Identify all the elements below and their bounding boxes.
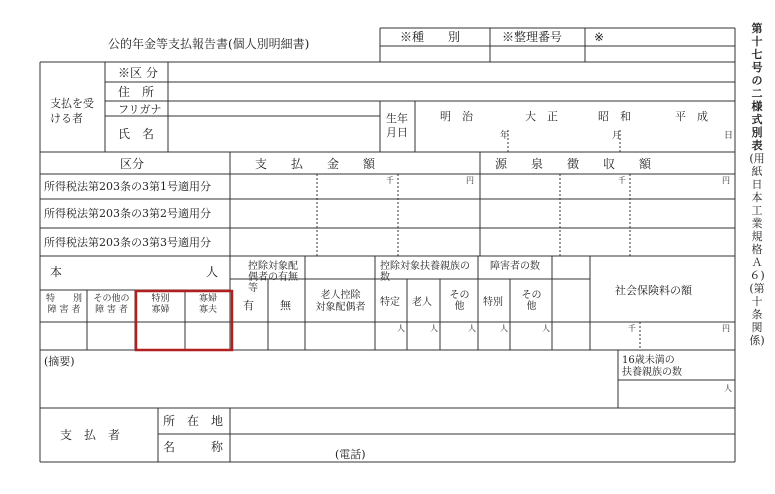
unit-person-dep-elderly: 人 — [430, 324, 438, 333]
unit-person-dep-other: 人 — [468, 324, 476, 333]
disabled-group-label: 障害者の数 — [490, 261, 540, 272]
row-label-1: 所得税法第203条の3第1号適用分 — [44, 180, 211, 193]
unit-person-dep-specific: 人 — [397, 324, 405, 333]
special-widow-label: 特別 寡婦 — [151, 294, 170, 315]
form-title: 公的年金等支払報告書(個人別明細書) — [108, 37, 310, 51]
payer-label: 支 払 者 — [60, 428, 121, 442]
dep-other-label: その 他 — [449, 290, 470, 312]
payer-name-label: 名 称 — [163, 440, 224, 454]
dis-special-label: 特別 — [483, 297, 503, 308]
dep-specific-label: 特定 — [380, 297, 400, 308]
era-showa: 昭 和 — [598, 110, 631, 123]
dependents-group-label: 控除対象扶養親族の数 — [380, 261, 470, 283]
social-insurance-label: 社会保険料の額 — [615, 284, 692, 297]
withholding-header: 源 泉 徴 収 額 — [495, 157, 652, 171]
dob-label: 生年月日 — [386, 112, 408, 139]
side-caption — [748, 22, 766, 347]
elderly-spouse-label: 老人控除 対象配偶者 — [315, 290, 366, 313]
category-label: ※区 分 — [118, 66, 158, 80]
honnin-label: 本 — [50, 265, 63, 279]
payment-header: 支 払 金 額 — [255, 157, 376, 171]
payment-yen-unit: 円 — [466, 176, 474, 185]
unit-person-dis-special: 人 — [500, 324, 508, 333]
unit-yen-social: 円 — [722, 324, 730, 333]
unit-person-dis-other: 人 — [542, 324, 550, 333]
month-unit: 月 — [612, 131, 622, 141]
era-taisho: 大 正 — [525, 110, 558, 123]
kubun-header: 区分 — [120, 157, 145, 171]
side-caption-paper-size: (用紙日本工業規格Ａ６) — [749, 152, 765, 282]
withholding-thousand-unit: 千 — [618, 176, 626, 185]
furigana-label: フリガナ — [118, 103, 162, 116]
payment-thousand-unit: 千 — [386, 176, 394, 185]
payer-phone-label: (電話) — [335, 448, 366, 461]
dis-other-label: その 他 — [521, 290, 542, 312]
ref-no-header: ※整理番号 — [502, 30, 563, 44]
era-meiji: 明 治 — [440, 110, 473, 123]
year-unit: 年 — [500, 131, 510, 141]
payer-address-label: 所 在 地 — [163, 414, 224, 428]
type-header: ※種 別 — [400, 30, 461, 44]
spouse-no-label: 無 — [280, 299, 291, 312]
address-label: 住 所 — [118, 85, 155, 99]
spouse-group-label: 控除対象配偶者の有無等 — [248, 261, 298, 294]
dep-elderly-label: 老人 — [412, 297, 432, 308]
withholding-yen-unit: 円 — [722, 176, 730, 185]
row-label-2: 所得税法第203条の3第2号適用分 — [44, 207, 211, 220]
mark-header: ※ — [594, 30, 605, 44]
unit-thousand-social: 千 — [628, 324, 636, 333]
recipient-label: 支払を受ける者 — [50, 97, 94, 125]
widow-label: 寡婦 寡夫 — [198, 294, 217, 315]
era-heisei: 平 成 — [675, 110, 708, 123]
other-disabled-label: その他の 障 害 者 — [93, 294, 130, 315]
row-label-3: 所得税法第203条の3第3号適用分 — [44, 236, 211, 249]
under16-label: 16歳未満の 扶養親族の数 — [622, 355, 682, 378]
remarks-label: (摘要) — [44, 355, 75, 368]
side-caption-form-number: 第十七号の二様式別表 — [751, 22, 763, 152]
nin-label: 人 — [206, 265, 219, 279]
side-caption-article: (第十条関係) — [749, 282, 765, 347]
name-label: 氏 名 — [118, 127, 155, 141]
unit-person-under16: 人 — [724, 384, 732, 393]
day-unit: 日 — [724, 131, 734, 141]
special-disabled-label: 特 別 障 害 者 — [45, 294, 82, 315]
spouse-yes-label: 有 — [243, 299, 254, 312]
